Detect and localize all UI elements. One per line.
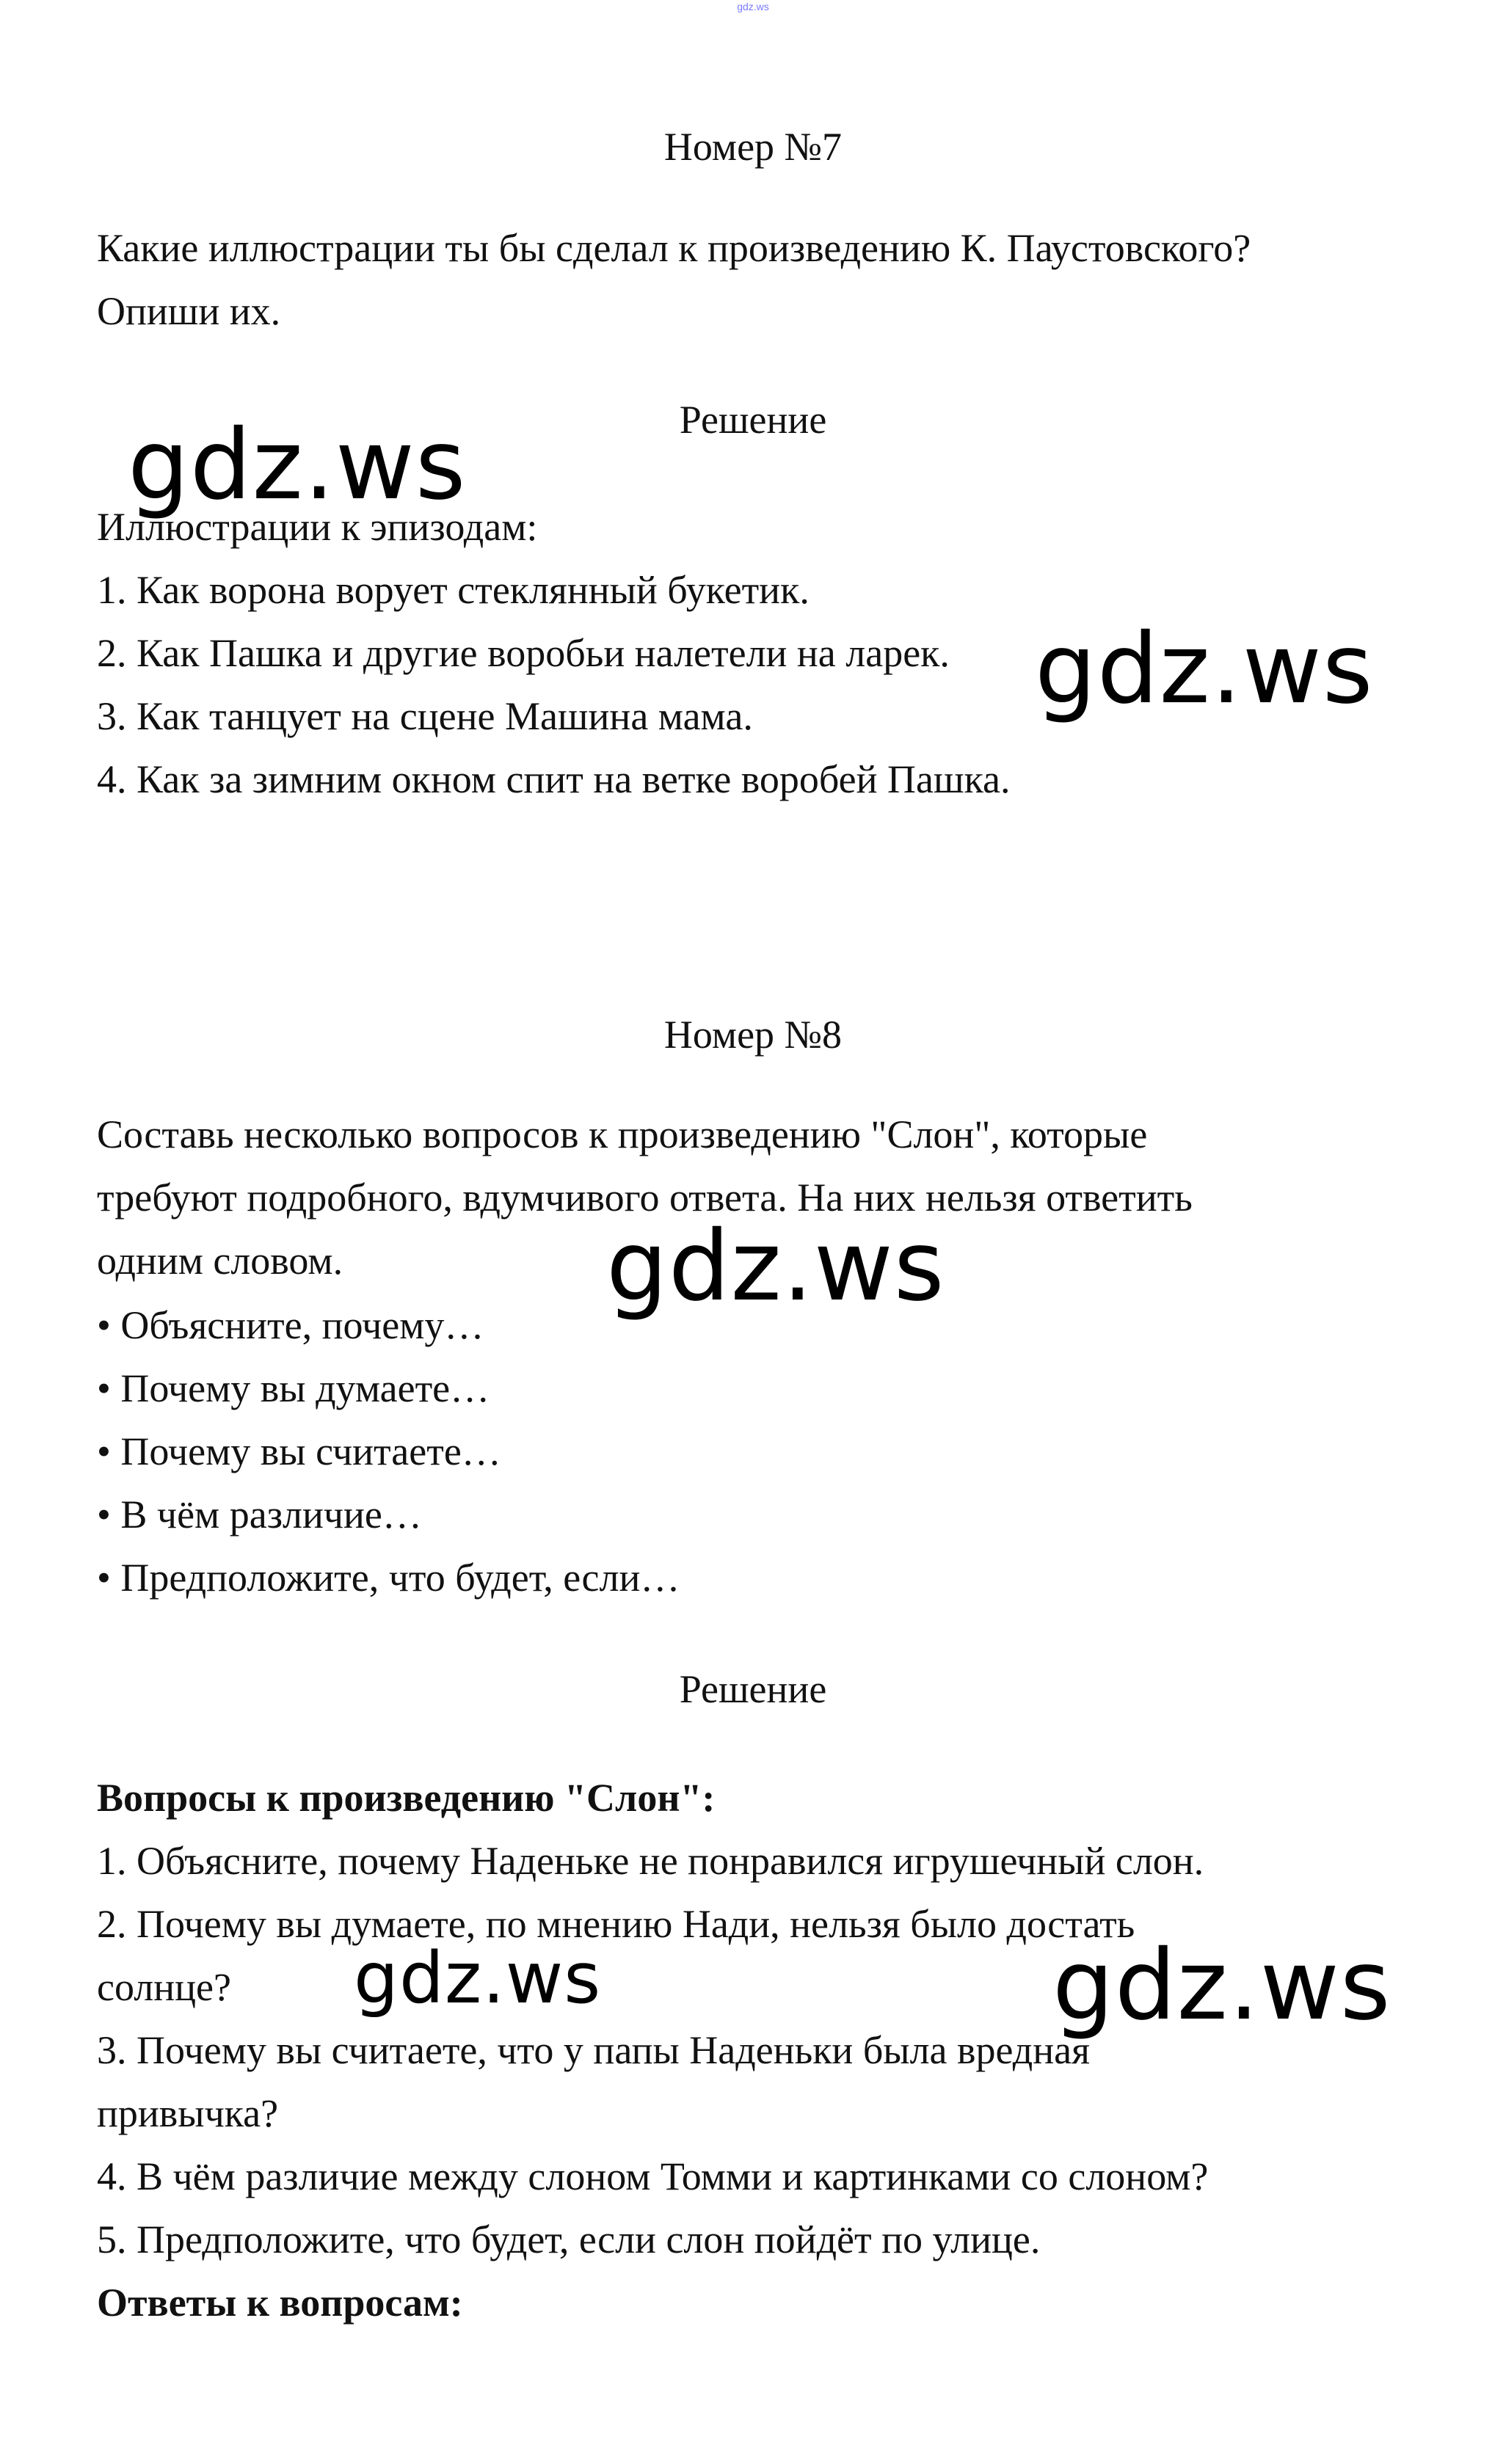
task7-list-item: 4. Как за зимним окном спит на ветке воробей Пашка. [97, 757, 1011, 801]
task8-question-line: одним словом. [97, 1239, 343, 1283]
task8-bullet: • В чём различие… [97, 1492, 422, 1537]
task8-answer-line: 1. Объясните, почему Наденьке не понравился игрушечный слон. [97, 1839, 1204, 1883]
task8-bullet: • Объясните, почему… [97, 1303, 484, 1347]
task7-title: Номер №7 [663, 125, 843, 169]
task8-bullet: • Почему вы считаете… [97, 1429, 501, 1473]
task8-answer-line: 4. В чём различие между слоном Томми и картинками со слоном? [97, 2154, 1209, 2198]
watermark-logo: gdz.ws [606, 1210, 945, 1323]
task7-intro: Иллюстрации к эпизодам: [97, 505, 538, 549]
task8-question-line: требуют подробного, вдумчивого ответа. На них нельзя ответить [97, 1175, 1193, 1220]
task7-solution-label: Решение [679, 398, 827, 442]
watermark-logo: gdz.ws [1035, 613, 1374, 726]
task7-question-line: Какие иллюстрации ты бы сделал к произведению К. Паустовского? [97, 226, 1251, 270]
task7-list-item: 2. Как Пашка и другие воробьи налетели на ларек. [97, 631, 950, 675]
task8-question-line: Составь несколько вопросов к произведению "Слон", которые [97, 1112, 1148, 1156]
task8-bullet: • Предположите, что будет, если… [97, 1556, 680, 1600]
watermark-logo: gdz.ws [354, 1937, 602, 2019]
task8-answer-line: 3. Почему вы считаете, что у папы Наденьки была вредная [97, 2028, 1090, 2072]
task7-list-item: 1. Как ворона ворует стеклянный букетик. [97, 568, 810, 612]
task7-question-line: Опиши их. [97, 289, 281, 333]
task8-title: Номер №8 [663, 1013, 843, 1057]
task8-questions-heading: Вопросы к произведению "Слон": [97, 1776, 716, 1820]
task7-list-item: 3. Как танцует на сцене Машина мама. [97, 694, 753, 738]
header-mark: gdz.ws [737, 1, 769, 12]
watermark-logo: gdz.ws [1052, 1929, 1392, 2042]
task8-solution-label: Решение [679, 1667, 827, 1711]
task8-answers-heading: Ответы к вопросам: [97, 2281, 463, 2325]
task8-answer-line: солнце? [97, 1965, 231, 2009]
task8-bullet: • Почему вы думаете… [97, 1366, 490, 1410]
task8-answer-line: привычка? [97, 2091, 279, 2135]
task8-answer-line: 5. Предположите, что будет, если слон пойдёт по улице. [97, 2217, 1041, 2261]
watermark-logo: gdz.ws [128, 409, 467, 522]
task8-answer-line: 2. Почему вы думаете, по мнению Нади, нельзя было достать [97, 1902, 1135, 1946]
